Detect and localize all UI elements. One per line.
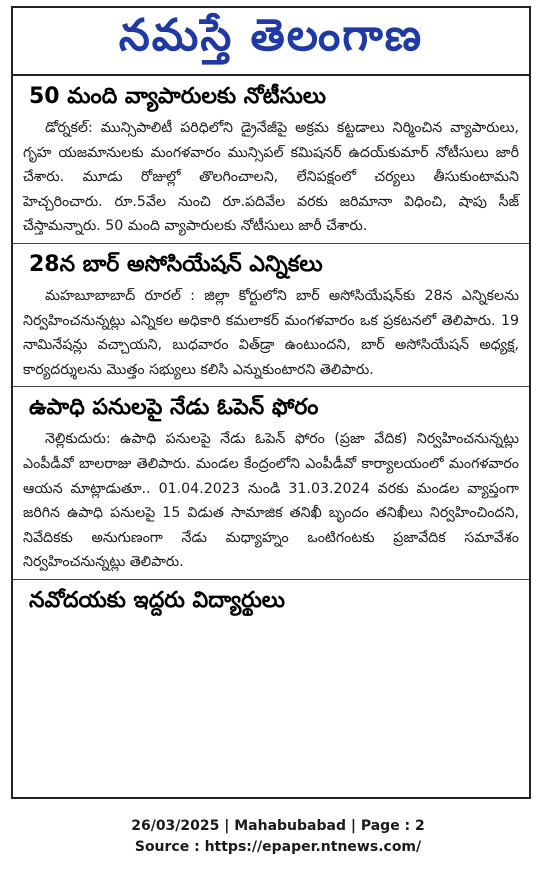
- article-headline: ఉపాధి పనులపై నేడు ఓపెన్ ఫోరం: [29, 395, 319, 421]
- article-headline: 28న బార్ అసోసియేషన్ ఎన్నికలు: [29, 251, 323, 277]
- article-4: [13, 586, 529, 616]
- article-1: [13, 82, 529, 239]
- masthead-title: నమస్తే తెలంగాణ: [13, 8, 529, 76]
- article-2: [13, 250, 529, 382]
- footer-date-edition: 26/03/2025 | Mahabubabad | Page : 2: [131, 818, 425, 834]
- article-headline: నవోదయకు ఇద్దరు విద్యార్థులు: [29, 587, 286, 613]
- article-body: నెల్లికుదురు: ఉపాధి పనులపై నేడు ఓపెన్ ఫోరం (ప్రజా వేదిక) నిర్వహించనున్నట్లు ఎంపీడీవో బాలరాజు తెలిపారు. మండల కేంద్రంలోని ఎంపీడీవో కార్యాలయంలో మంగళవారం ఆయన మాట్లాడుతూ.. 01.04.2023 నుండి 31.03.2024 వరకు మండల వ్యాప్తంగా జరిగిన ఉపాధి పనులపై 15 విడుత సామాజిక తనిఖీ బృందం తనిఖీలు నిర్వహించిందని, నివేదికకు అనుగుణంగా నేడు మధ్యాహ్నం ఒంటిగంటకు ప్రజావేదిక సమావేశం నిర్వహించనున్నట్లు తెలిపారు.: [23, 431, 519, 571]
- divider: [13, 243, 529, 244]
- article-3: [13, 393, 529, 575]
- divider: [13, 579, 529, 580]
- article-body: మహబూబాబాద్ రూరల్ : జిల్లా కోర్టులోని బార్ అసోసియేషన్‌కు 28న ఎన్నికలను నిర్వహించనున్నట్లు ఎన్నికల అధికారి కమలాకర్ మంగళవారం ఒక ప్రకటనలో తెలిపారు. 19 నామినేషన్లు వచ్చాయని, బుధవారం విత్‌డ్రా ఉంటుందని, బార్ అసోసియేషన్ అధ్యక్ష, కార్యదర్శులను మొత్తం సభ్యులు కలిసి ఎన్నుకుంటారని తెలిపారు.: [23, 287, 519, 378]
- article-headline: 50 మంది వ్యాపారులకు నోటీసులు: [29, 84, 327, 109]
- divider: [13, 386, 529, 387]
- article-body: డోర్నకల్: మున్సిపాలిటీ పరిధిలోని డ్రైనేజీపై అక్రమ కట్టడాలు నిర్మించిన వ్యాపారులు, గృహ యజమానులకు మంగళవారం మున్సిపల్ కమిషనర్ ఉదయ్‌కుమార్ నోటీసులు జారీ చేశారు. మూడు రోజుల్లో తొలగించాలని, లేనిపక్షంలో చర్యలు తీసుకుంటామని హెచ్చరించారు. రూ.5వేల నుంచి రూ.పదివేల వరకు జరిమానా విధించి, షాపు సీజ్ చేస్తామన్నారు. 50 మంది వ్యాపారులకు నోటీసులు జారీ చేశారు.: [23, 120, 519, 235]
- footer-source: Source : https://epaper.ntnews.com/: [134, 839, 422, 855]
- newspaper-clipping: [11, 6, 531, 799]
